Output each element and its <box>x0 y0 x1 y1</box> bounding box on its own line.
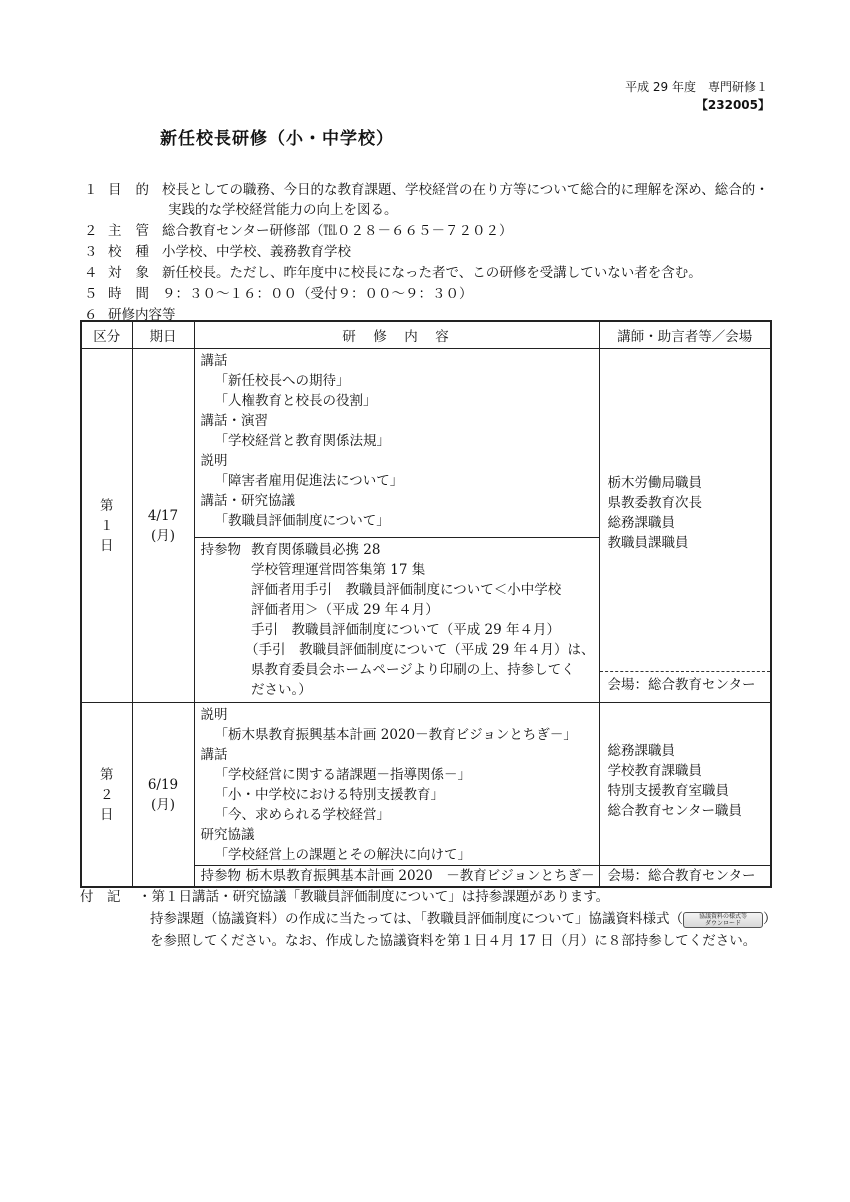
header-lecturer: 講師・助言者等／会場 <box>599 321 771 349</box>
item-number: ６ <box>84 307 98 323</box>
d1content-line: 説明 <box>200 453 228 469</box>
header-year-course: 平成 29 年度 専門研修１ <box>625 80 768 94</box>
item-text: 小学校、中学校、義務教育学校 <box>162 244 351 260</box>
d1items-line: 学校管理運営問答集第 17 集 <box>251 562 426 578</box>
day1-items <box>194 538 599 703</box>
d1items-line: ださい。） <box>251 682 312 698</box>
d1lect-line: 県教委教育次長 <box>607 495 702 511</box>
d2content-line: 「学校経営上の課題とその解決に向けて」 <box>214 847 471 863</box>
item-text: 新任校長。ただし、昨年度中に校長になった者で、この研修を受講していない者を含む。 <box>162 265 702 281</box>
d2content-line: 講話 <box>200 747 228 763</box>
note-line-3: を参照してください。なお、作成した協議資料を第１日４月 17 日（月）に８部持参してください。 <box>150 933 757 949</box>
day2-venue: 会場：総合教育センター <box>599 866 771 888</box>
day2-lecturers <box>599 703 771 866</box>
note-line-2: 持参課題（協議資料）の作成に当たっては、「教職員評価制度について」協議資料様式（ 協議資料の様式等 ダウンロード ） <box>150 911 777 927</box>
d1lect-line: 栃木労働局職員 <box>607 475 702 491</box>
item-label: 研修内容等 <box>108 307 176 323</box>
d2lect-line: 総務課職員 <box>607 743 675 759</box>
day2-kubun: 第 ２ 日 <box>81 703 132 888</box>
d1content-line: 「障害者雇用促進法について」 <box>214 473 404 489</box>
d2content-line: 「栃木県教育振興基本計画 2020－教育ビジョンとちぎ－」 <box>214 727 577 743</box>
header-kubun: 区分 <box>81 321 132 349</box>
item-number: ２ <box>84 223 98 239</box>
d2content-line: 「小・中学校における特別支援教育」 <box>214 787 444 803</box>
d1content-line: 「教職員評価制度について」 <box>214 513 390 529</box>
d2lect-line: 特別支援教育室職員 <box>607 783 729 799</box>
d1items-line: 評価者用＞（平成 29 年４月） <box>251 602 439 618</box>
d1content-line: 「新任校長への期待」 <box>214 373 350 389</box>
item-text: 実践的な学校経営能力の向上を図る。 <box>168 202 398 218</box>
d2content-line: 「学校経営に関する諸課題－指導関係－」 <box>214 767 471 783</box>
item-label: 時間 <box>108 286 163 302</box>
item-text: 総合教育センター研修部（℡０２８－６６５－７２０２） <box>162 223 513 239</box>
day2-items-text: 栃木県教育振興基本計画 2020 －教育ビジョンとちぎ－ <box>245 868 595 884</box>
day2-content <box>194 703 599 866</box>
d1lect-line: 総務課職員 <box>607 515 675 531</box>
table-header-row <box>81 321 771 349</box>
item-label: 主管 <box>108 223 163 239</box>
schedule-table <box>80 320 772 888</box>
d1items-line: （手引 教職員評価制度について（平成 29 年４月）は、 <box>245 642 595 658</box>
day1-kubun: 第 １ 日 <box>81 349 132 703</box>
day2-row <box>81 703 771 866</box>
note-line-1: ・第１日講話・研究協議「教職員評価制度について」は持参課題があります。 <box>138 889 610 905</box>
item-number: ３ <box>84 244 98 260</box>
d1items-line: 評価者用手引 教職員評価制度について＜小中学校 <box>251 582 562 598</box>
item-text: 校長としての職務、今日的な教育課題、学校経営の在り方等について総合的に理解を深め、総合的・ <box>162 182 769 198</box>
d2lect-line: 総合教育センター職員 <box>607 803 742 819</box>
d1content-line: 「人権教育と校長の役割」 <box>214 393 377 409</box>
item-label: 対象 <box>108 265 163 281</box>
d1content-line: 「学校経営と教育関係法規」 <box>214 433 390 449</box>
page-title: 新任校長研修（小・中学校） <box>160 129 394 149</box>
d1items-line: 手引 教職員評価制度について（平成 29 年４月） <box>251 622 560 638</box>
day1-date: 4/17 (月) <box>132 349 194 703</box>
item-label: 目的 <box>108 182 163 198</box>
day1-venue: 会場：総合教育センター <box>600 671 771 698</box>
item-label: 校種 <box>108 244 163 260</box>
d1lect-line: 教職員課職員 <box>607 535 689 551</box>
header-course-code: 【232005】 <box>695 98 770 112</box>
day1-lecturers <box>599 349 771 703</box>
day2-items <box>194 866 599 888</box>
day2-items-label: 持参物 <box>200 868 241 884</box>
d2content-line: 「今、求められる学校経営」 <box>214 807 390 823</box>
d1content-line: 講話 <box>200 353 228 369</box>
d2lect-line: 学校教育課職員 <box>607 763 702 779</box>
header-date: 期日 <box>132 321 194 349</box>
item-number: ５ <box>84 286 98 302</box>
note-label: 付 記 <box>80 889 121 905</box>
item-number: ４ <box>84 265 98 281</box>
d2content-line: 説明 <box>200 707 228 723</box>
d2content-line: 研究協議 <box>200 827 255 843</box>
download-button[interactable]: 協議資料の様式等 ダウンロード <box>683 912 763 928</box>
header-content: 研 修 内 容 <box>194 321 599 349</box>
day2-date: 6/19 (月) <box>132 703 194 888</box>
day1-row <box>81 349 771 538</box>
d1items-line: 教育関係職員必携 28 <box>251 542 381 558</box>
item-text: ９：３０～１６：００（受付９：００～９：３０） <box>162 286 473 302</box>
d1content-line: 講話・演習 <box>200 413 268 429</box>
d1content-line: 講話・研究協議 <box>200 493 295 509</box>
d1items-line: 県教育委員会ホームページより印刷の上、持参してく <box>251 662 575 678</box>
item-number: １ <box>84 182 98 198</box>
day1-content <box>194 349 599 538</box>
day1-items-label: 持参物 <box>200 542 241 558</box>
